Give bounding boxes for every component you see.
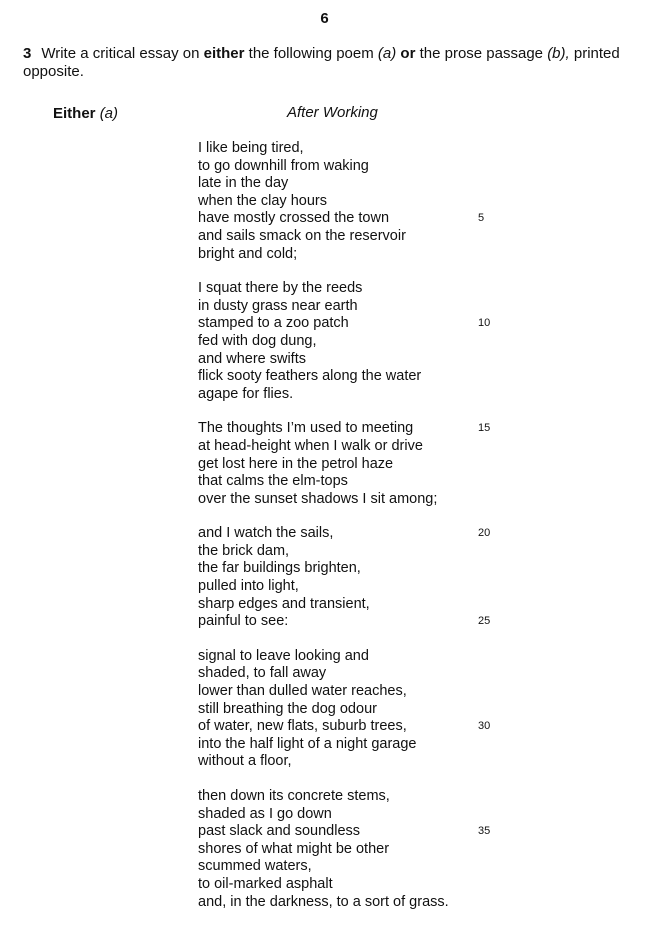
poem-line <box>198 753 618 771</box>
poem-line <box>198 228 618 246</box>
line-number: 25 <box>478 615 491 628</box>
poem-line <box>198 823 618 841</box>
instruction-text-4: the prose passage <box>415 45 548 62</box>
poem-line-text: late in the day <box>198 175 289 192</box>
poem-line-text: without a floor, <box>198 753 292 770</box>
poem-line <box>198 736 618 754</box>
poem-line <box>198 280 618 298</box>
poem-line-text: have mostly crossed the town <box>198 210 390 227</box>
poem-line-text: flick sooty feathers along the water <box>198 368 422 385</box>
poem-line-text: at head-height when I walk or drive <box>198 437 423 454</box>
poem-title: After Working <box>287 104 378 121</box>
poem-line-text: and where swifts <box>198 350 306 367</box>
poem-line-text: the far buildings brighten, <box>198 560 361 577</box>
poem-line-text: to oil-marked asphalt <box>198 875 333 892</box>
poem-line-text: and, in the darkness, to a sort of grass. <box>198 893 449 910</box>
line-number: 5 <box>478 212 485 225</box>
poem-line <box>198 578 618 596</box>
poem-stanza <box>198 140 618 263</box>
poem-line-text: sharp edges and transient, <box>198 595 370 612</box>
instruction-either: either <box>203 45 245 62</box>
line-number: 30 <box>478 720 491 733</box>
poem-line <box>198 525 618 543</box>
poem-line <box>198 683 618 701</box>
poem-line-text: then down its concrete stems, <box>198 788 390 804</box>
poem-line <box>198 560 618 578</box>
poem-line <box>198 648 618 666</box>
poem-line-text: shaded, to fall away <box>198 665 327 682</box>
page-number: 6 <box>320 10 329 27</box>
poem-line <box>198 788 618 806</box>
instruction-text-5: printed opposite. <box>23 45 620 80</box>
poem-line <box>198 491 618 509</box>
poem-line-text: agape for flies. <box>198 385 294 402</box>
poem-stanza <box>198 420 618 508</box>
poem-line-text: and I watch the sails, <box>198 525 334 542</box>
line-number: 10 <box>478 317 491 330</box>
poem-body <box>198 140 618 928</box>
poem-line <box>198 596 618 614</box>
poem-line <box>198 210 618 228</box>
poem-line <box>198 806 618 824</box>
poem-line-text: still breathing the dog odour <box>198 700 377 717</box>
poem-line <box>198 613 618 631</box>
poem-line <box>198 665 618 683</box>
poem-line <box>198 175 618 193</box>
poem-line <box>198 718 618 736</box>
instruction-text-1: Write a critical essay on <box>41 45 204 62</box>
poem-line-text: to go downhill from waking <box>198 157 369 174</box>
poem-line <box>198 246 618 264</box>
poem-line-text: into the half light of a night garage <box>198 735 417 752</box>
poem-line <box>198 298 618 316</box>
question-number: 3 <box>23 45 32 62</box>
poem-line-text: shores of what might be other <box>198 840 390 857</box>
poem-line-text: I squat there by the reeds <box>198 280 363 297</box>
instruction-text-2: the following poem <box>244 45 378 62</box>
poem-line-text: over the sunset shadows I sit among; <box>198 490 438 507</box>
poem-stanza <box>198 648 618 771</box>
instruction-or: or <box>400 45 416 62</box>
poem-line <box>198 420 618 438</box>
poem-line-text: get lost here in the petrol haze <box>198 455 394 472</box>
question-instruction <box>23 45 620 80</box>
poem-line <box>198 333 618 351</box>
poem-line <box>198 876 618 894</box>
poem-line <box>198 858 618 876</box>
poem-line <box>198 894 618 912</box>
poem-line-text: when the clay hours <box>198 192 327 209</box>
poem-line-text: of water, new flats, suburb trees, <box>198 718 407 735</box>
poem-line <box>198 701 618 719</box>
instruction-a: (a) <box>377 45 397 62</box>
poem-line-text: stamped to a zoo patch <box>198 315 349 332</box>
poem-line-text: and sails smack on the reservoir <box>198 227 406 244</box>
poem-line-text: shaded as I go down <box>198 805 332 822</box>
line-number: 15 <box>478 422 491 435</box>
poem-line-text: fed with dog dung, <box>198 332 317 349</box>
poem-line <box>198 386 618 404</box>
poem-stanza <box>198 280 618 403</box>
poem-stanza <box>198 788 618 911</box>
poem-stanza <box>198 525 618 631</box>
poem-line <box>198 438 618 456</box>
poem-line-text: signal to leave looking and <box>198 647 369 664</box>
question-3 <box>23 45 638 81</box>
poem-line <box>198 841 618 859</box>
poem-line <box>198 140 618 158</box>
poem-line-text: The thoughts I’m used to meeting <box>198 420 414 437</box>
poem-line-text: bright and cold; <box>198 245 298 262</box>
poem-line <box>198 351 618 369</box>
poem-line <box>198 543 618 561</box>
poem-line <box>198 193 618 211</box>
line-number: 20 <box>478 527 491 540</box>
either-part: (a) <box>99 105 119 122</box>
poem-line <box>198 456 618 474</box>
poem-line-text: I like being tired, <box>198 140 304 156</box>
either-label <box>53 105 118 122</box>
poem-line-text: that calms the elm-tops <box>198 473 348 490</box>
poem-line <box>198 158 618 176</box>
poem-line-text: painful to see: <box>198 613 289 630</box>
poem-line <box>198 368 618 386</box>
poem-line-text: scummed waters, <box>198 858 312 875</box>
poem-line-text: pulled into light, <box>198 578 299 595</box>
poem-line-text: lower than dulled water reaches, <box>198 683 407 700</box>
instruction-b: (b), <box>547 45 570 62</box>
line-number: 35 <box>478 825 491 838</box>
poem-line-text: past slack and soundless <box>198 823 361 840</box>
poem-line <box>198 473 618 491</box>
either-word: Either <box>53 105 96 122</box>
poem-line-text: in dusty grass near earth <box>198 297 358 314</box>
poem-line-text: the brick dam, <box>198 542 290 559</box>
poem-line <box>198 315 618 333</box>
